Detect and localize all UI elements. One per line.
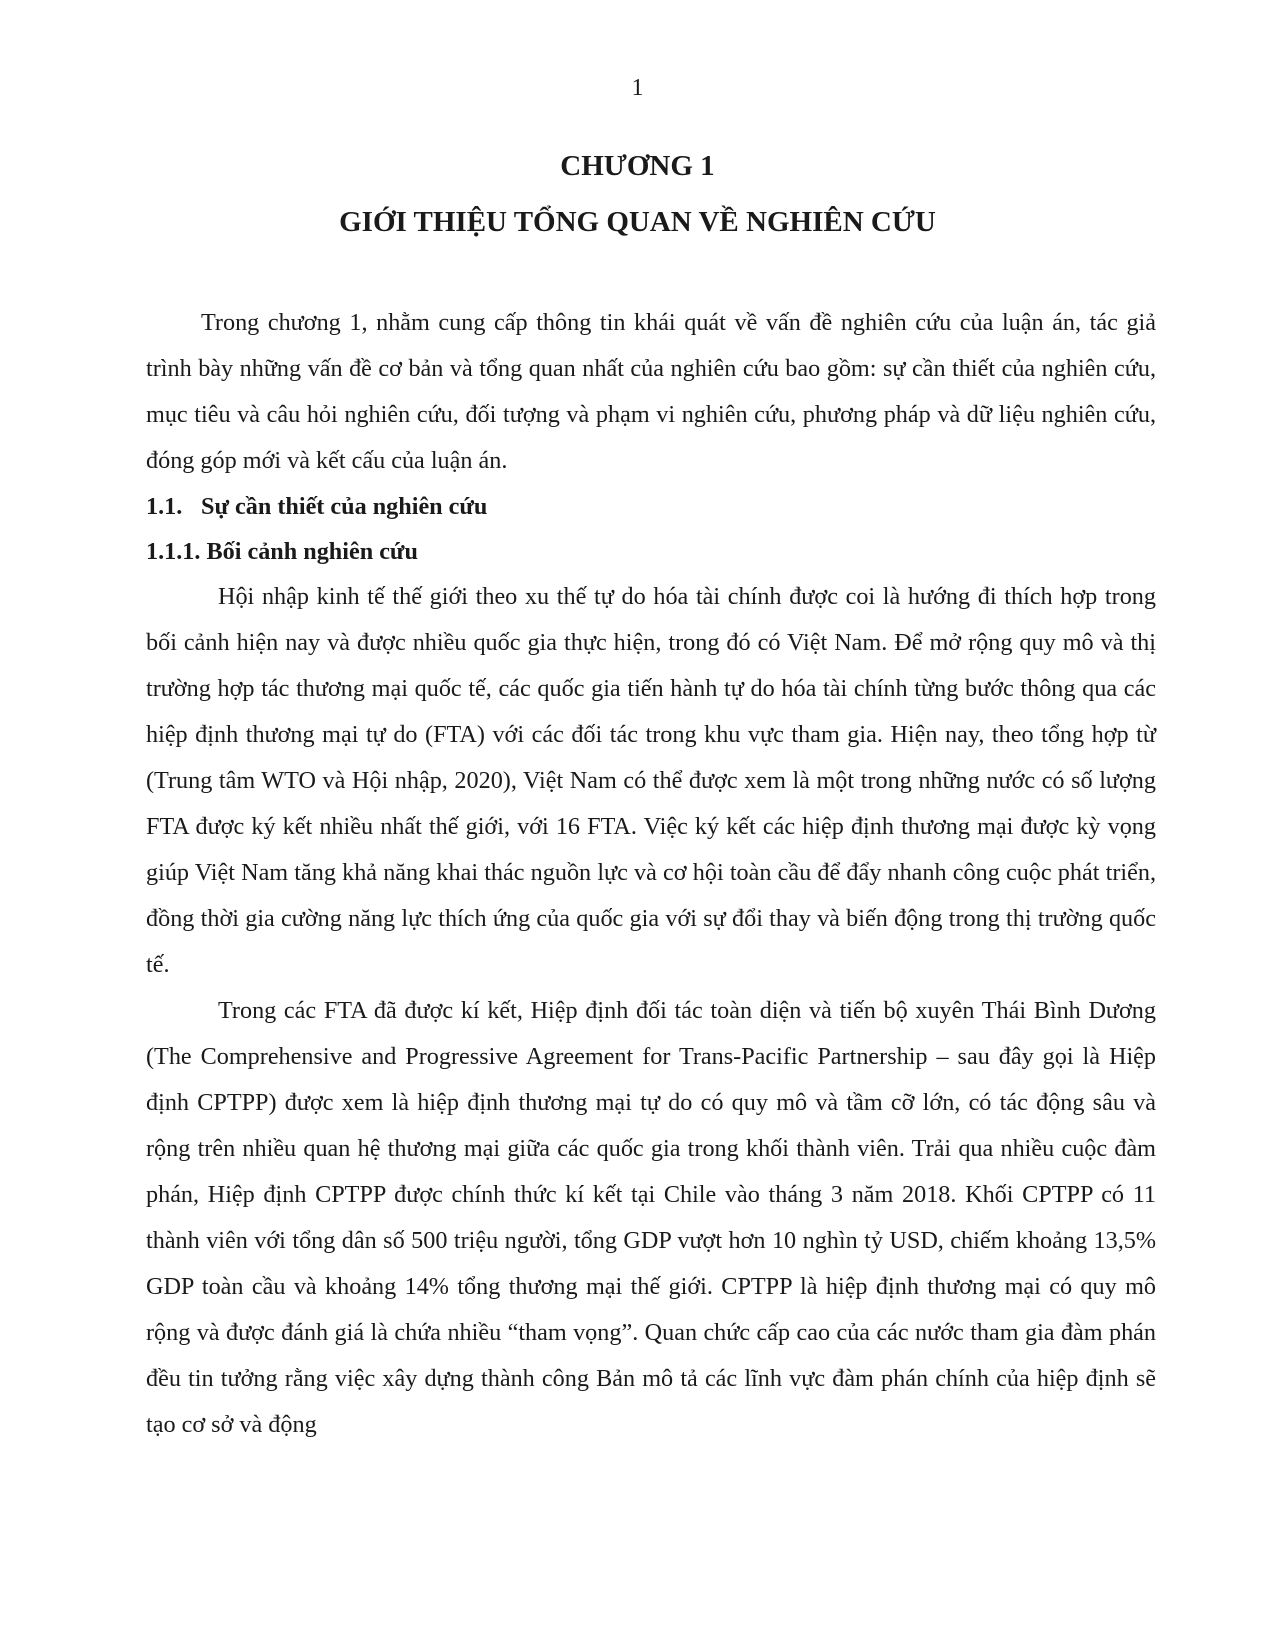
intro-paragraph: Trong chương 1, nhằm cung cấp thông tin khái quát về vấn đề nghiên cứu của luận án, tác giả trình bày những vấn đề cơ bản và tổng quan nhất của nghiên cứu bao gồm: sự cần thiết của nghiên cứu, mục tiêu và câu hỏi nghiên cứu, đối tượng và phạm vi nghiên cứu, phương pháp và dữ liệu nghiên cứu, đóng góp mới và kết cấu của luận án. bbox=[146, 309, 1156, 474]
body-paragraph: Trong các FTA đã được kí kết, Hiệp định đối tác toàn diện và tiến bộ xuyên Thái Bình Dương (The Comprehensive and Progressive Agreement for Trans-Pacific Partnership – sau đây gọi là Hiệp định CPTPP) được xem là hiệp định thương mại tự do có quy mô và tầm cỡ lớn, có tác động sâu và rộng trên nhiều quan hệ thương mại giữa các quốc gia trong khối thành viên. Trải qua nhiều cuộc đàm phán, Hiệp định CPTPP được chính thức kí kết tại Chile vào tháng 3 năm 2018. Khối CPTPP có 11 thành viên với tổng dân số 500 triệu người, tổng GDP vượt hơn 10 nghìn tỷ USD, chiếm khoảng 13,5% GDP toàn cầu và khoảng 14% tổng thương mại thế giới. CPTPP là hiệp định thương mại có quy mô rộng và được đánh giá là chứa nhiều “tham vọng”. Quan chức cấp cao của các nước tham gia đàm phán đều tin tưởng rằng việc xây dựng thành công Bản mô tả các lĩnh vực đàm phán chính của hiệp định sẽ tạo cơ sở và động bbox=[146, 997, 1156, 1438]
chapter-title: GIỚI THIỆU TỔNG QUAN VỀ NGHIÊN CỨU bbox=[339, 206, 936, 238]
section-title: Sự cần thiết của nghiên cứu bbox=[201, 493, 488, 520]
document-body bbox=[146, 300, 1156, 1448]
section-number: 1.1. bbox=[146, 493, 183, 520]
chapter-label: CHƯƠNG 1 bbox=[560, 150, 715, 182]
section-heading-1-1 bbox=[146, 484, 1156, 529]
page-number: 1 bbox=[631, 75, 644, 101]
body-paragraph: Hội nhập kinh tế thế giới theo xu thế tự do hóa tài chính được coi là hướng đi thích hợp trong bối cảnh hiện nay và được nhiều quốc gia thực hiện, trong đó có Việt Nam. Để mở rộng quy mô và thị trường hợp tác thương mại quốc tế, các quốc gia tiến hành tự do hóa tài chính từng bước thông qua các hiệp định thương mại tự do (FTA) với các đối tác trong khu vực tham gia. Hiện nay, theo tổng hợp từ (Trung tâm WTO và Hội nhập, 2020), Việt Nam có thể được xem là một trong những nước có số lượng FTA được ký kết nhiều nhất thế giới, với 16 FTA. Việc ký kết các hiệp định thương mại được kỳ vọng giúp Việt Nam tăng khả năng khai thác nguồn lực và cơ hội toàn cầu để đẩy nhanh công cuộc phát triển, đồng thời gia cường năng lực thích ứng của quốc gia với sự đổi thay và biến động trong thị trường quốc tế. bbox=[146, 583, 1156, 978]
section-heading-1-1-1: 1.1.1. Bối cảnh nghiên cứu bbox=[146, 538, 418, 565]
